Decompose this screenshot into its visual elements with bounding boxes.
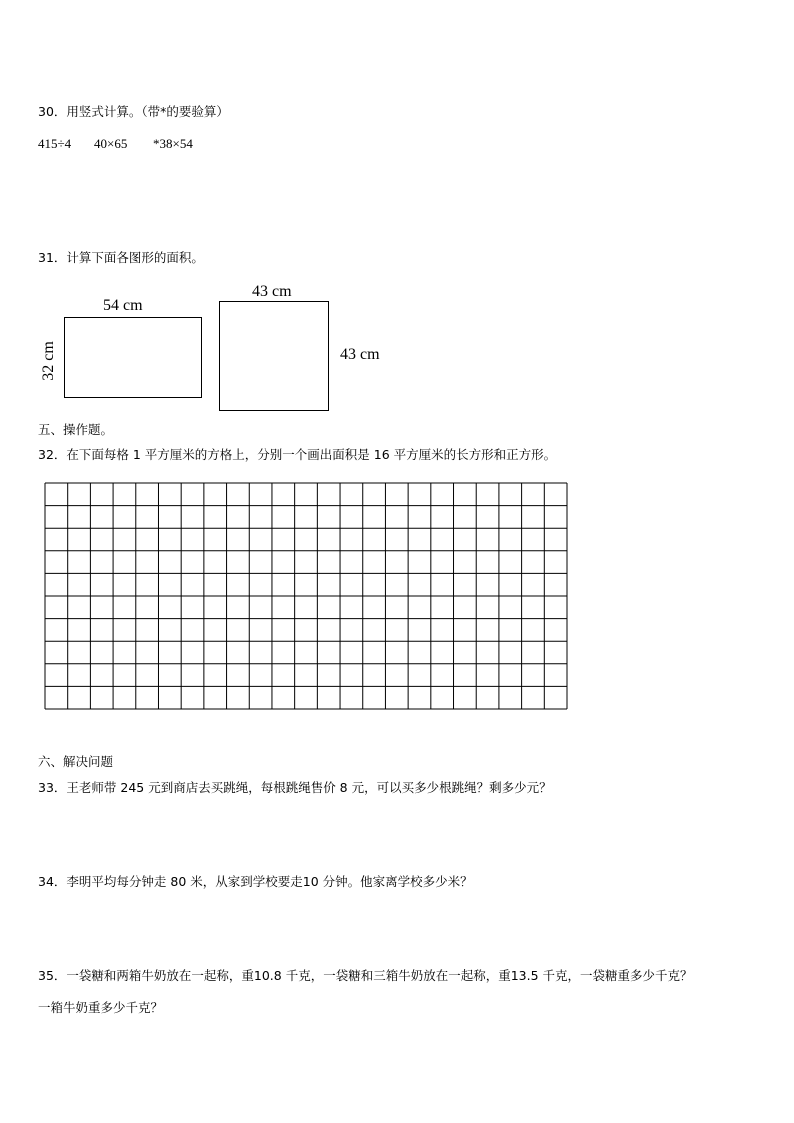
q35-line1: 35．一袋糖和两箱牛奶放在一起称，重10.8 千克，一袋糖和三箱牛奶放在一起称，重13.5 千克，一袋糖重多少千克？	[38, 968, 693, 983]
q35-line2: 一箱牛奶重多少千克？	[38, 1000, 164, 1015]
square-figure	[219, 301, 329, 411]
q30-item-3: *38×54	[153, 136, 193, 151]
q34-title: 34．李明平均每分钟走 80 米，从家到学校要走10 分钟。他家离学校多少米？	[38, 874, 473, 889]
q32-title: 32．在下面每格 1 平方厘米的方格上，分别一个画出面积是 16 平方厘米的长方形和正方形。	[38, 447, 557, 462]
square-side-label: 43 cm	[340, 346, 380, 363]
rectangle-figure	[64, 317, 202, 398]
square-top-label: 43 cm	[252, 283, 292, 300]
rect-height-label: 32 cm	[40, 341, 57, 381]
square-grid	[44, 482, 568, 710]
rect-width-label: 54 cm	[103, 297, 143, 314]
q30-item-2: 40×65	[94, 136, 128, 151]
section6-title: 六、解决问题	[38, 754, 114, 769]
q30-title: 30．用竖式计算。（带*的要验算）	[38, 104, 229, 119]
q31-title: 31．计算下面各图形的面积。	[38, 250, 204, 265]
section5-title: 五、操作题。	[38, 422, 114, 437]
q33-title: 33．王老师带 245 元到商店去买跳绳，每根跳绳售价 8 元，可以买多少根跳绳？剩多少元？	[38, 780, 552, 795]
q30-item-1: 415÷4	[38, 136, 72, 151]
